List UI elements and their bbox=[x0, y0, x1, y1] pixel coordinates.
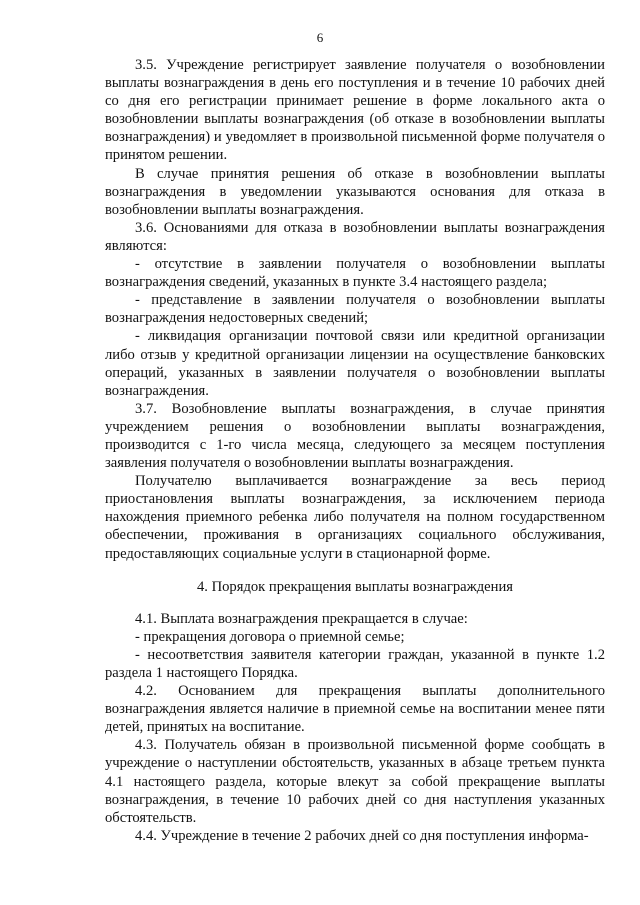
paragraph-3-7: 3.7. Возобновление выплаты вознаграждения, в случае принятия учреждением решения о возобновлении выплаты вознаграждения, производится с 1-го числа месяца, следующего за месяцем поступления заявления получателя о возобновлении выплаты вознаграждения. bbox=[105, 400, 605, 472]
list-item-contract-termination: - прекращения договора о приемной семье; bbox=[135, 628, 405, 645]
list-item-missing-info: - отсутствие в заявлении получателя о возобновлении выплаты вознаграждения сведений, указанных в пункте 3.4 настоящего раздела; bbox=[105, 256, 605, 291]
paragraph-4-4: 4.4. Учреждение в течение 2 рабочих дней со дня поступления информа- bbox=[135, 827, 589, 844]
document-body bbox=[105, 56, 605, 845]
paragraph-3-6: 3.6. Основаниями для отказа в возобновлении выплаты вознаграждения являются: bbox=[105, 219, 605, 254]
paragraph-back-payment: Получателю выплачивается вознаграждение за весь период приостановления выплаты вознаграждения, за исключением периода нахождения приемного ребенка либо получателя на полном государственном обеспечении, проживания в организациях социального обслуживания, предоставляющих социальные услуги в стационарной форме. bbox=[105, 473, 605, 562]
list-item-liquidation: - ликвидация организации почтовой связи или кредитной организации либо отзыв у кредитной организации лицензии на осуществление банковских операций, указанных в заявлении получателя о возобновлении выплаты вознаграждения. bbox=[105, 328, 605, 399]
paragraph-4-1: 4.1. Выплата вознаграждения прекращается в случае: bbox=[135, 610, 468, 627]
paragraph-4-2: 4.2. Основанием для прекращения выплаты дополнительного вознаграждения является наличие в приемной семье на воспитании менее пяти детей, принятых на воспитание. bbox=[105, 683, 605, 736]
paragraph-3-5: 3.5. Учреждение регистрирует заявление получателя о возобновлении выплаты вознаграждения в день его поступления и в течение 10 рабочих дней со дня его регистрации принимает решение в форме локального акта о возобновлении выплаты вознаграждения (об отказе в возобновлении выплаты вознаграждения) и уведомляет в произвольной письменной форме получателя о принятом решении. bbox=[105, 57, 605, 164]
paragraph-4-3: 4.3. Получатель обязан в произвольной письменной форме сообщать в учреждение о наступлении обстоятельств, указанных в абзаце третьем пункта 4.1 настоящего раздела, которые влекут за собой прекращение выплаты вознаграждения, в течение 10 рабочих дней со дня наступления указанных обстоятельств. bbox=[105, 737, 605, 826]
section-4-heading: 4. Порядок прекращения выплаты вознаграждения bbox=[197, 578, 513, 595]
page-number: 6 bbox=[316, 30, 324, 45]
paragraph-refusal-notice: В случае принятия решения об отказе в возобновлении выплаты вознаграждения в уведомлении указываются основания для отказа в возобновлении выплаты вознаграждения. bbox=[105, 165, 605, 218]
list-item-false-info: - представление в заявлении получателя о возобновлении выплаты вознаграждения недостоверных сведений; bbox=[105, 292, 605, 327]
list-item-category-mismatch: - несоответствия заявителя категории граждан, указанной в пункте 1.2 раздела 1 настоящего Порядка. bbox=[105, 646, 605, 681]
